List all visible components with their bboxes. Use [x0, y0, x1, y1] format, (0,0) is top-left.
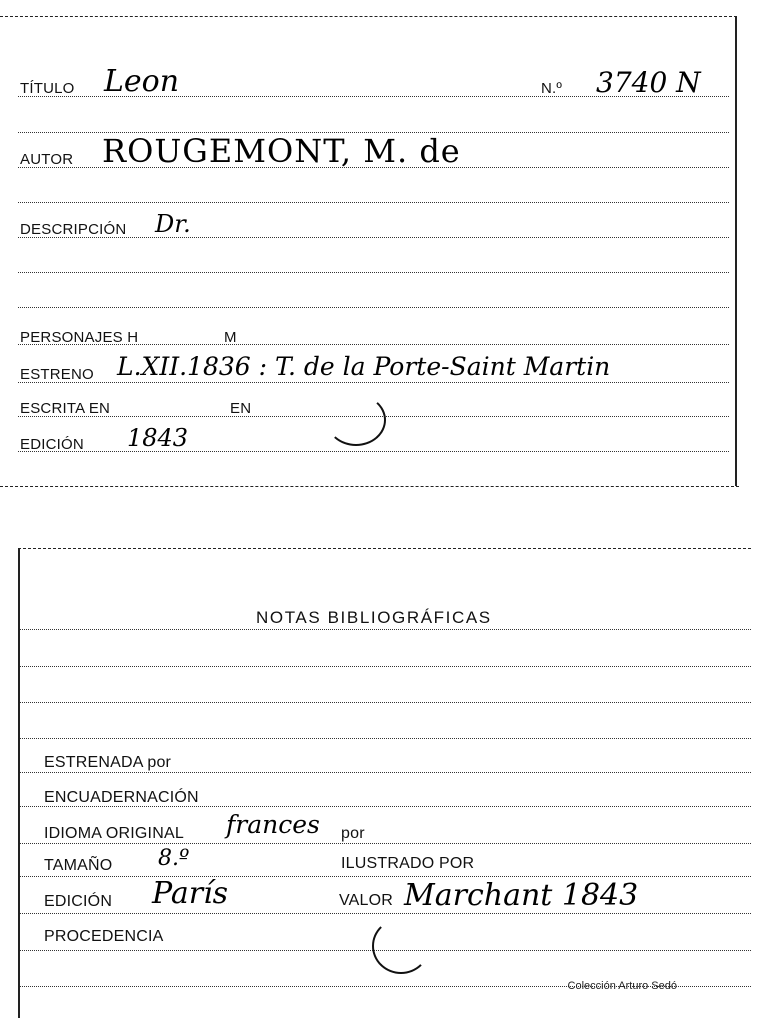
idioma-original-label: IDIOMA ORIGINAL [44, 825, 184, 842]
procedencia-label: PROCEDENCIA [44, 928, 164, 945]
personajes-label: PERSONAJES H [20, 329, 139, 346]
encuadernacion-label: ENCUADERNACIÓN [44, 789, 199, 806]
escrita-en-second-label: EN [230, 400, 252, 417]
notas-bibliograficas-title: NOTAS BIBLIOGRÁFICAS [256, 608, 492, 627]
tamano-value: 8.º [158, 846, 190, 871]
numero-value: 3740 N [596, 66, 701, 99]
personajes-m-label: M [224, 329, 237, 346]
estreno-value: L.XII.1836 : T. de la Porte-Saint Martin [117, 352, 611, 381]
ilustrado-por-label: ILUSTRADO POR [341, 855, 475, 872]
card-edge-left [18, 548, 20, 1018]
titulo-value: Leon [104, 64, 180, 99]
idioma-por-label: por [341, 825, 365, 842]
titulo-label: TÍTULO [20, 80, 75, 97]
ruled-line [20, 843, 751, 844]
estreno-label: ESTRENO [20, 366, 94, 383]
idioma-original-value: frances [226, 810, 320, 839]
numero-label: N.º [541, 80, 563, 97]
edicion-label-back: EDICIÓN [44, 893, 113, 910]
front-card [0, 0, 759, 495]
ruled-line [20, 772, 751, 773]
escrita-en-label: ESCRITA EN [20, 400, 111, 417]
ruled-line [20, 876, 751, 877]
ruled-line [20, 666, 751, 667]
edicion-label: EDICIÓN [20, 436, 84, 453]
stamp-circle-mark [326, 394, 386, 446]
valor-value: Marchant 1843 [404, 878, 639, 913]
ruled-line [20, 702, 751, 703]
back-card [0, 540, 759, 1028]
collection-credit: Colección Arturo Sedó [567, 980, 677, 992]
valor-label: VALOR [339, 892, 394, 909]
autor-value: ROUGEMONT, M. de [102, 132, 461, 170]
ruled-line [18, 382, 729, 383]
card-edge-top [0, 16, 737, 17]
ruled-line [18, 307, 729, 308]
autor-label: AUTOR [20, 151, 74, 168]
ruled-line [18, 272, 729, 273]
descripcion-label: DESCRIPCIÓN [20, 221, 127, 238]
ruled-line [18, 451, 729, 452]
ruled-line [20, 913, 751, 914]
edicion-value-back: París [152, 876, 229, 911]
card-edge-bottom [0, 486, 739, 487]
ruled-line [20, 738, 751, 739]
descripcion-value: Dr. [155, 210, 191, 238]
stamp-circle-mark [372, 918, 430, 974]
tamano-label: TAMAÑO [44, 857, 113, 874]
edicion-value: 1843 [127, 424, 189, 452]
card-edge-right [735, 16, 737, 486]
ruled-line [20, 629, 751, 630]
estrenada-por-label: ESTRENADA por [44, 754, 172, 771]
ruled-line [18, 202, 729, 203]
card-edge-top [18, 548, 751, 549]
